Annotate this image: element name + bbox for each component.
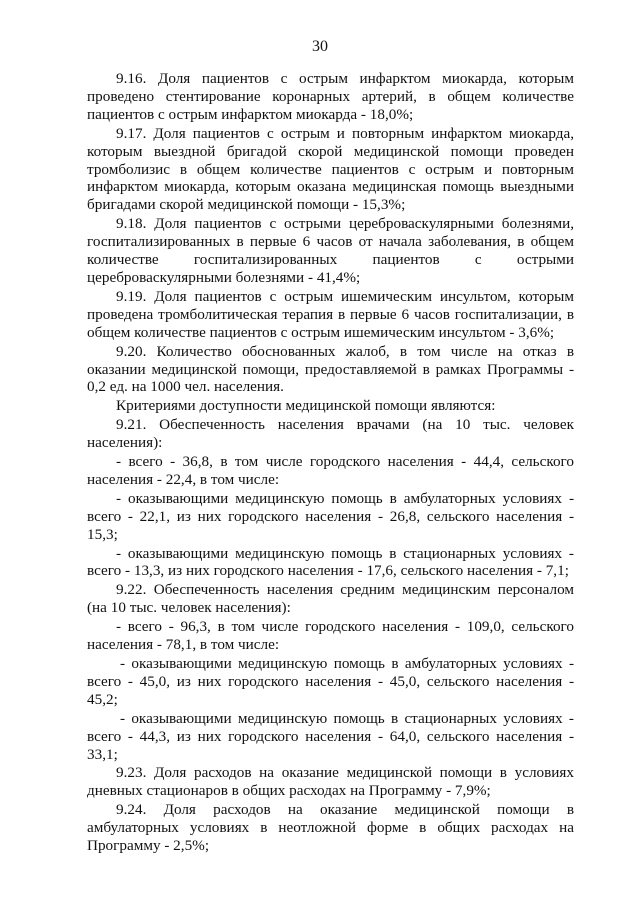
paragraph-9-16: 9.16. Доля пациентов с острым инфарктом миокарда, которым проведено стентирование коронарных артерий, в общем количестве пациентов с острым инфарктом миокарда - 18,0%; xyxy=(87,70,574,123)
document-body xyxy=(87,70,574,856)
paragraph-9-21: 9.21. Обеспеченность населения врачами (на 10 тыс. человек населения): xyxy=(87,416,574,452)
page-number: 30 xyxy=(312,38,328,55)
paragraph-9-24: 9.24. Доля расходов на оказание медицинской помощи в амбулаторных условиях в неотложной форме в общих расходах на Программу - 2,5%; xyxy=(87,801,574,855)
paragraph-9-19: 9.19. Доля пациентов с острым ишемическим инсультом, которым проведена тромболитическая терапия в первые 6 часов госпитализации, в общем количестве пациентов с острым ишемическим инсультом - 3,6%; xyxy=(87,287,574,341)
paragraph-9-21-inpatient: - оказывающими медицинскую помощь в стационарных условиях - всего - 13,3, из них городского населения - 17,6, сельского населения - 7,1; xyxy=(87,544,574,580)
paragraph-9-22: 9.22. Обеспеченность населения средним медицинским персоналом (на 10 тыс. человек населения): xyxy=(87,581,574,617)
paragraph-9-21-total: - всего - 36,8, в том числе городского населения - 44,4, сельского населения - 22,4, в том числе: xyxy=(87,453,574,488)
paragraph-9-17: 9.17. Доля пациентов с острым и повторным инфарктом миокарда, которым выездной бригадой скорой медицинской помощи проведен тромболизис в общем количестве пациентов с острым и повторным инфарктом миокарда, которым оказана медицинская помощь выездными бригадами скорой медицинской помощи - 15,3%; xyxy=(87,124,574,214)
paragraph-9-22-total: - всего - 96,3, в том числе городского населения - 109,0, сельского населения - 78,1, в том числе: xyxy=(87,618,574,654)
paragraph-accessibility-criteria: Критериями доступности медицинской помощи являются: xyxy=(116,397,496,415)
paragraph-9-20: 9.20. Количество обоснованных жалоб, в том числе на отказ в оказании медицинской помощи, предоставляемой в рамках Программы - 0,2 ед. на 1000 чел. населения. xyxy=(87,342,574,396)
paragraph-9-23: 9.23. Доля расходов на оказание медицинской помощи в условиях дневных стационаров в общих расходах на Программу - 7,9%; xyxy=(87,764,574,800)
paragraph-9-21-outpatient: - оказывающими медицинскую помощь в амбулаторных условиях - всего - 22,1, из них городского населения - 26,8, сельского населения - 15,3; xyxy=(87,489,574,543)
paragraph-9-22-outpatient: - оказывающими медицинскую помощь в амбулаторных условиях - всего - 45,0, из них городского населения - 45,0, сельского населения - 45,2; xyxy=(87,655,574,708)
paragraph-9-22-inpatient: - оказывающими медицинскую помощь в стационарных условиях - всего - 44,3, из них городского населения - 64,0, сельского населения - 33,1; xyxy=(87,709,574,763)
paragraph-9-18: 9.18. Доля пациентов с острыми цереброваскулярными болезнями, госпитализированных в первые 6 часов от начала заболевания, в общем количестве госпитализированных пациентов с острыми цереброваскулярными болезнями - 41,4%; xyxy=(87,215,574,286)
